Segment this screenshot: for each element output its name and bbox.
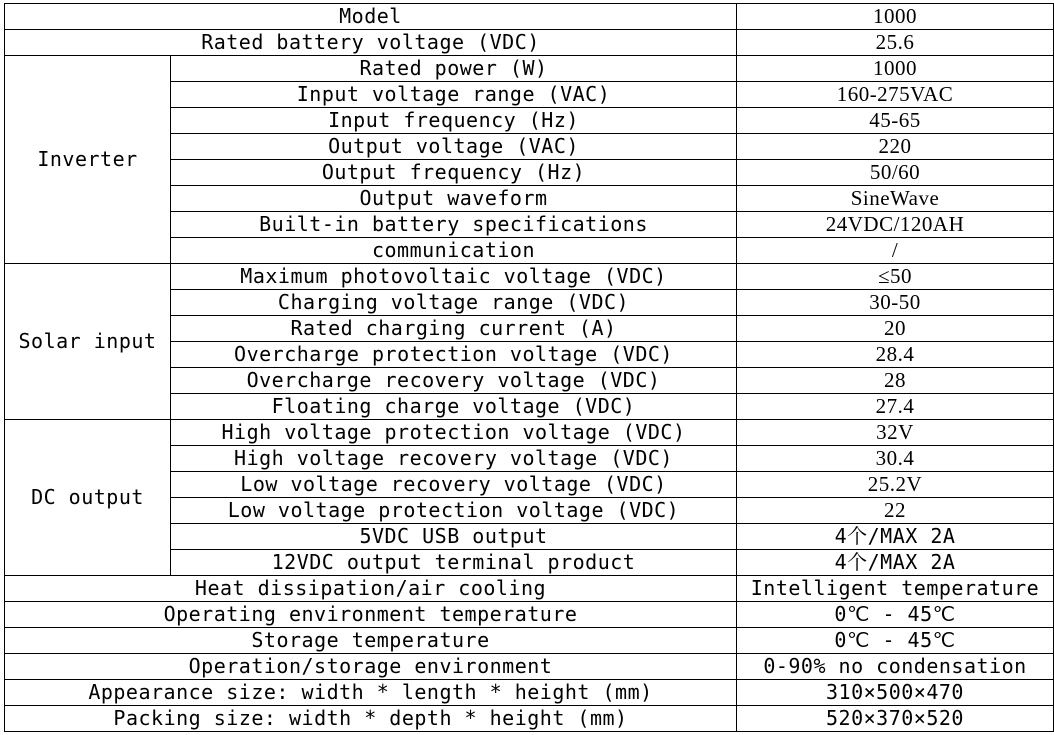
row-value: 30.4 [737,446,1054,472]
row-label: Built-in battery specifications [171,212,737,238]
row-value: 0℃ - 45℃ [737,628,1054,654]
row-value: 520×370×520 [737,706,1054,732]
row-value: 310×500×470 [737,680,1054,706]
row-value: 27.4 [737,394,1054,420]
group-label-dc-output: DC output [5,420,171,576]
row-label: Low voltage protection voltage (VDC) [171,498,737,524]
row-label: Floating charge voltage (VDC) [171,394,737,420]
row-label: Output voltage (VAC) [171,134,737,160]
table-row [5,56,1054,82]
row-label: Output waveform [171,186,737,212]
row-value: 50/60 [737,160,1054,186]
row-value: 4个/MAX 2A [737,524,1054,550]
row-label: Rated charging current (A) [171,316,737,342]
row-label: Output frequency (Hz) [171,160,737,186]
row-value: 22 [737,498,1054,524]
row-value: 0℃ - 45℃ [737,602,1054,628]
row-label: Maximum photovoltaic voltage (VDC) [171,264,737,290]
row-label: 5VDC USB output [171,524,737,550]
row-label: High voltage protection voltage (VDC) [171,420,737,446]
row-label: Appearance size: width * length * height (mm) [5,680,737,706]
row-label: Low voltage recovery voltage (VDC) [171,472,737,498]
table-row [5,680,1054,706]
row-value: 20 [737,316,1054,342]
row-value: / [737,238,1054,264]
row-value: 28.4 [737,342,1054,368]
row-label: Input frequency (Hz) [171,108,737,134]
row-value: Intelligent temperature [737,576,1054,602]
row-label: 12VDC output terminal product [171,550,737,576]
row-label: Rated battery voltage (VDC) [5,30,737,56]
row-value: 32V [737,420,1054,446]
row-value: 1000 [737,56,1054,82]
row-value: 25.2V [737,472,1054,498]
row-label: Charging voltage range (VDC) [171,290,737,316]
row-value: 30-50 [737,290,1054,316]
spec-table [4,3,1054,732]
row-label: Operation/storage environment [5,654,737,680]
row-value: 24VDC/120AH [737,212,1054,238]
group-label-inverter: Inverter [5,56,171,264]
row-label: Model [5,4,737,30]
table-row [5,264,1054,290]
row-label: Overcharge recovery voltage (VDC) [171,368,737,394]
row-value: SineWave [737,186,1054,212]
row-label: Operating environment temperature [5,602,737,628]
table-row [5,420,1054,446]
table-row [5,628,1054,654]
row-value: 0-90% no condensation [737,654,1054,680]
row-label: Heat dissipation/air cooling [5,576,737,602]
row-value: 220 [737,134,1054,160]
table-row [5,576,1054,602]
row-label: Rated power (W) [171,56,737,82]
row-value: 1000 [737,4,1054,30]
table-row [5,4,1054,30]
row-value: 4个/MAX 2A [737,550,1054,576]
row-value: ≤50 [737,264,1054,290]
row-value: 25.6 [737,30,1054,56]
table-row [5,654,1054,680]
row-label: Overcharge protection voltage (VDC) [171,342,737,368]
table-row [5,30,1054,56]
table-row [5,602,1054,628]
row-value: 45-65 [737,108,1054,134]
row-value: 28 [737,368,1054,394]
row-label: Packing size: width * depth * height (mm) [5,706,737,732]
row-label: High voltage recovery voltage (VDC) [171,446,737,472]
row-value: 160-275VAC [737,82,1054,108]
table-row [5,706,1054,732]
group-label-solar-input: Solar input [5,264,171,420]
row-label: communication [171,238,737,264]
row-label: Storage temperature [5,628,737,654]
row-label: Input voltage range (VAC) [171,82,737,108]
